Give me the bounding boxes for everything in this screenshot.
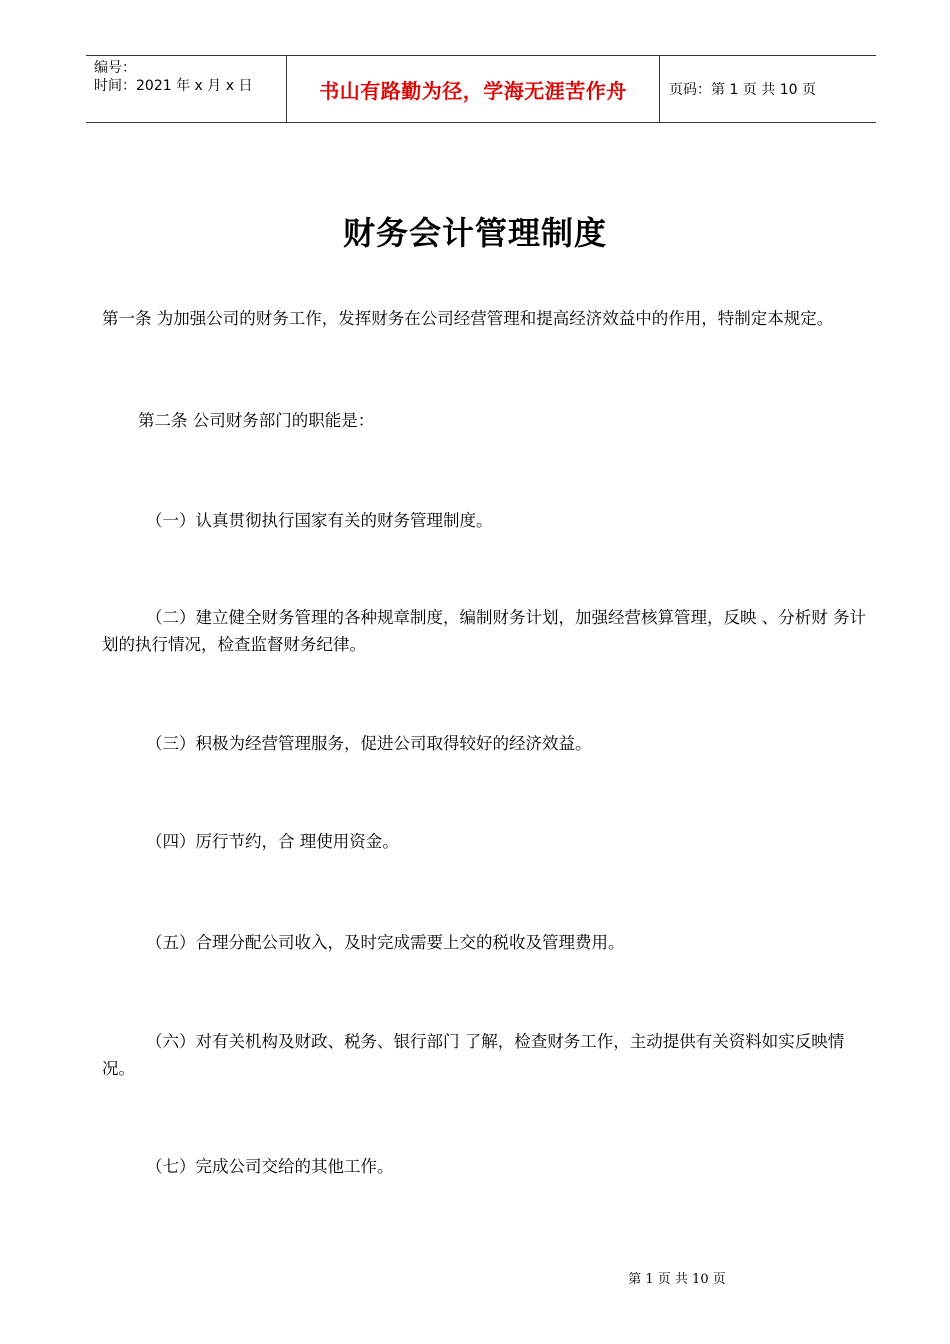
clause-3: （三）积极为经营管理服务，促进公司取得较好的经济效益。 bbox=[146, 734, 592, 753]
header-meta-cell bbox=[86, 56, 287, 122]
article-2: 第二条 公司财务部门的职能是： bbox=[138, 411, 375, 430]
motto-text: 书山有路勤为径，学海无涯苦作舟 bbox=[319, 78, 627, 103]
clause-2: （二）建立健全财务管理的各种规章制度，编制财务计划，加强经营核算管理，反映 、分析财 务计划的执行情况，检查监督财务纪律。 bbox=[102, 608, 866, 654]
document-title: 财务会计管理制度 bbox=[342, 214, 607, 252]
header-page-cell bbox=[660, 56, 876, 122]
clause-6: （六）对有关机构及财政、税务、银行部门 了解，检查财务工作，主动提供有关资料如实反映情况。 bbox=[102, 1032, 845, 1078]
clause-4: （四）厉行节约，合 理使用资金。 bbox=[146, 832, 399, 851]
clause-1: （一）认真贯彻执行国家有关的财务管理制度。 bbox=[146, 511, 493, 530]
clause-7: （七）完成公司交给的其他工作。 bbox=[146, 1157, 394, 1176]
footer-page-number: 第 1 页 共 10 页 bbox=[628, 1272, 726, 1287]
document-header bbox=[86, 55, 876, 123]
article-1: 第一条 为加强公司的财务工作，发挥财务在公司经营管理和提高经济效益中的作用，特制定本规定。 bbox=[102, 309, 834, 328]
header-motto-cell bbox=[287, 56, 660, 122]
page-info-text: 页码：第 1 页 共 10 页 bbox=[669, 82, 816, 98]
serial-number-label: 编号： bbox=[94, 60, 136, 76]
date-label: 时间：2021 年 x 月 x 日 bbox=[94, 78, 253, 94]
clause-5: （五）合理分配公司收入，及时完成需要上交的税收及管理费用。 bbox=[146, 933, 625, 952]
page-footer bbox=[0, 1268, 950, 1287]
